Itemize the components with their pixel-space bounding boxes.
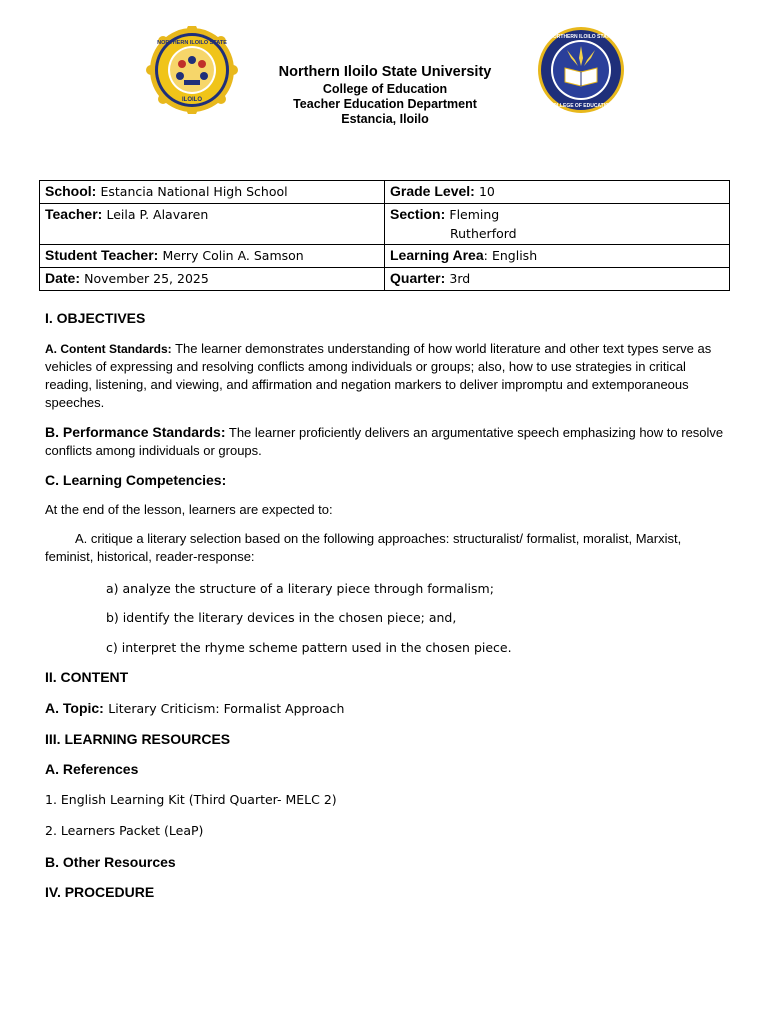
grade-label: Grade Level:: [390, 183, 475, 199]
table-row: [40, 204, 730, 245]
section-cell: [385, 204, 730, 245]
table-row: [40, 245, 730, 268]
content-standards: [45, 340, 725, 412]
teacher-label: Teacher:: [45, 206, 103, 222]
reference-2: 2. Learners Packet (LeaP): [45, 823, 204, 838]
content-standards-label: A. Content Standards:: [45, 342, 172, 356]
date-value: November 25, 2025: [84, 271, 209, 286]
competency-a: A. critique a literary selection based on the following approaches: structuralist/ formalist, moralist, Marxist, feminist, historical, reader-response:: [45, 531, 682, 564]
area-cell: [385, 245, 730, 268]
references-heading: A. References: [45, 761, 139, 777]
other-resources-heading: B. Other Resources: [45, 854, 176, 870]
grade-value: 10: [478, 184, 495, 199]
teacher-cell: [40, 204, 385, 245]
resources-heading: III. LEARNING RESOURCES: [45, 731, 231, 747]
quarter-label: Quarter:: [390, 270, 446, 286]
nisu-coe-seal-logo-right: [533, 26, 629, 114]
performance-standards-text: The learner proficiently delivers an argumentative speech emphasizing how to resolve conflicts among individuals or groups.: [45, 425, 724, 458]
topic-label: A. Topic:: [45, 700, 104, 716]
table-row: [40, 181, 730, 204]
competencies-intro: At the end of the lesson, learners are expected to:: [45, 502, 333, 517]
performance-standards-label: B. Performance Standards:: [45, 424, 226, 440]
college-name: College of Education: [322, 82, 448, 96]
school-label: School:: [45, 183, 97, 199]
section-value-2: Rutherford: [450, 226, 517, 241]
school-value: Estancia National High School: [100, 184, 288, 199]
topic-value: Literary Criticism: Formalist Approach: [108, 701, 345, 716]
teacher-value: Leila P. Alavaren: [106, 207, 209, 222]
svg-text:NORTHERN ILOILO STATE: NORTHERN ILOILO STATE: [549, 34, 613, 40]
procedure-heading: IV. PROCEDURE: [45, 884, 155, 900]
area-colon: :: [483, 248, 488, 263]
svg-text:NORTHERN ILOILO STATE: NORTHERN ILOILO STATE: [157, 40, 227, 46]
section-label: Section:: [390, 206, 446, 222]
quarter-cell: [385, 268, 730, 291]
lesson-info-table: [39, 180, 730, 291]
nisu-seal-logo-left: [142, 26, 242, 114]
topic: [45, 700, 725, 718]
department-name: Teacher Education Department: [293, 97, 477, 111]
school-cell: [40, 181, 385, 204]
objectives-heading: I. OBJECTIVES: [45, 310, 146, 326]
reference-1: 1. English Learning Kit (Third Quarter- MELC 2): [45, 792, 337, 807]
letterhead: [240, 64, 530, 127]
sub-competency-a: a) analyze the structure of a literary piece through formalism;: [106, 581, 494, 596]
performance-standards: [45, 423, 725, 460]
quarter-value: 3rd: [449, 271, 471, 286]
sub-competency-c: c) interpret the rhyme scheme pattern used in the chosen piece.: [106, 640, 512, 655]
student-teacher-cell: [40, 245, 385, 268]
table-row: [40, 268, 730, 291]
content-standards-text: The learner demonstrates understanding of how world literature and other text types serve as vehicles of expressing and resolving conflicts among individuals or groups; also, how to use strategies in critical reading, listening, and viewing, and affirmation and negation markers to deliver impromptu and extemporaneous speeches.: [45, 341, 712, 410]
university-name: Northern Iloilo State University: [278, 64, 492, 80]
content-heading: II. CONTENT: [45, 669, 129, 685]
grade-cell: [385, 181, 730, 204]
section-value-1: Fleming: [449, 207, 500, 222]
location: Estancia, Iloilo: [341, 112, 429, 126]
date-label: Date:: [45, 270, 81, 286]
area-value: English: [491, 248, 538, 263]
student-teacher-label: Student Teacher:: [45, 247, 159, 263]
area-label: Learning Area: [390, 247, 484, 263]
student-teacher-value: Merry Colin A. Samson: [162, 248, 304, 263]
svg-text:ILOILO: ILOILO: [182, 97, 202, 103]
competencies-heading: C. Learning Competencies:: [45, 472, 227, 488]
svg-text:COLLEGE OF EDUCATION: COLLEGE OF EDUCATION: [549, 103, 613, 109]
sub-competency-b: b) identify the literary devices in the chosen piece; and,: [106, 610, 457, 625]
date-cell: [40, 268, 385, 291]
